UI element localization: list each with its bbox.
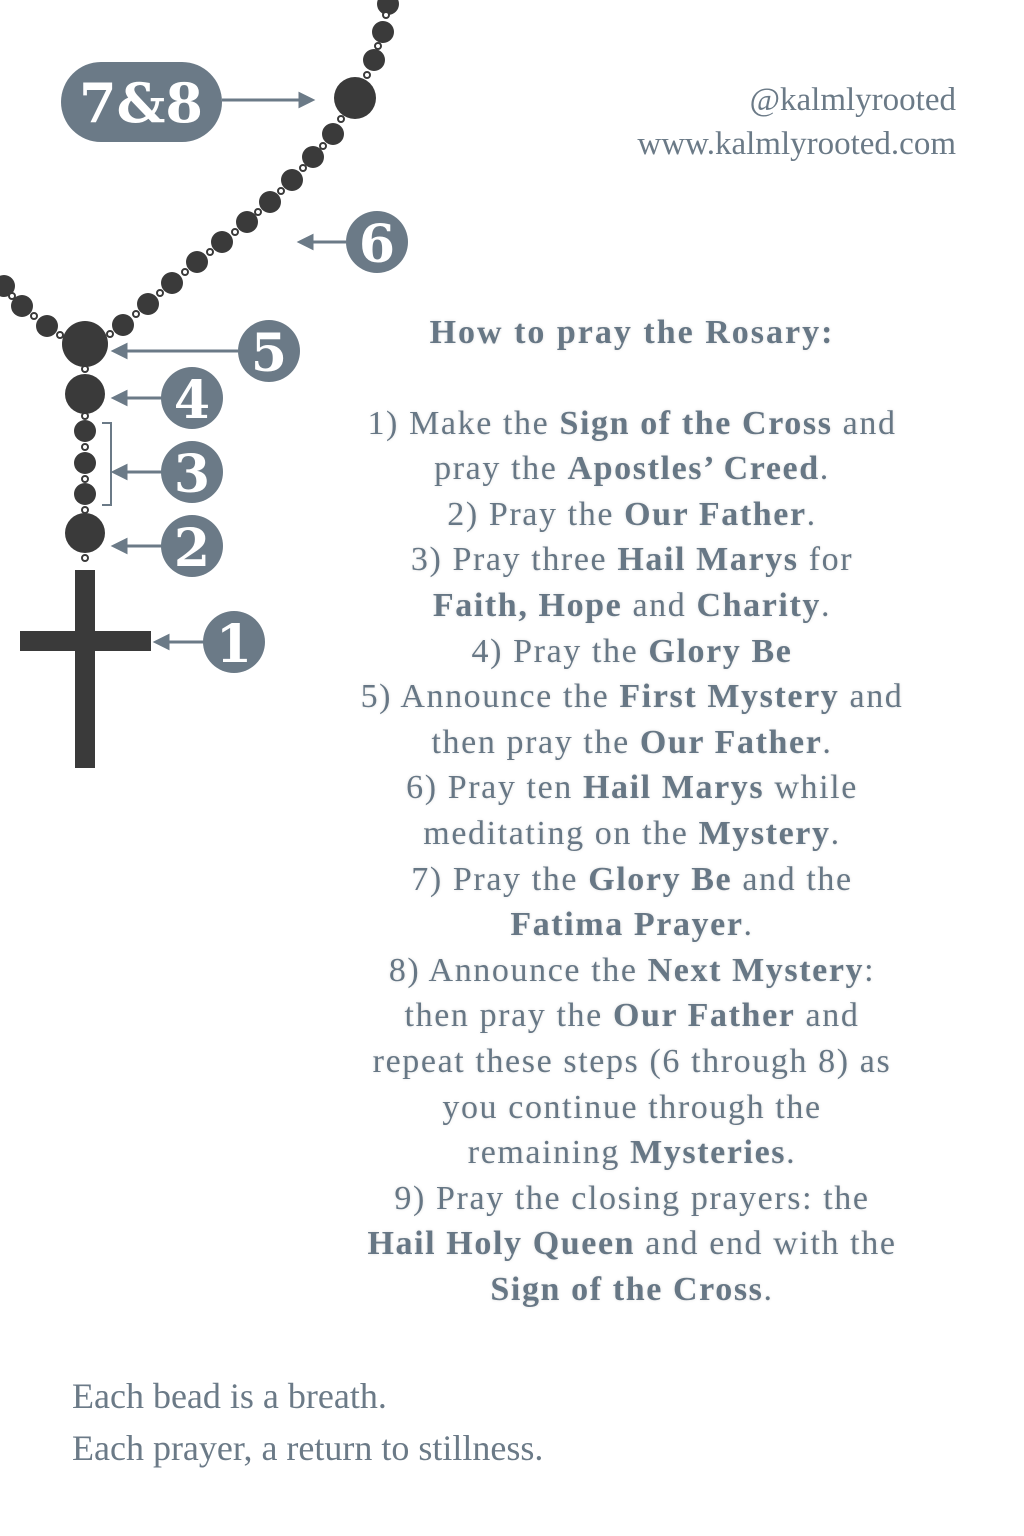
instruction-line: repeat these steps (6 through 8) as xyxy=(372,1042,892,1080)
emphasis-text: Mystery xyxy=(698,814,831,852)
emphasis-text: Sign of the Cross xyxy=(559,404,833,442)
website-link[interactable]: www.kalmlyrooted.com xyxy=(637,126,956,162)
badge-6 xyxy=(346,211,408,275)
bead-2 xyxy=(65,513,105,553)
instruction-line: meditating on the Mystery. xyxy=(423,814,841,852)
instruction-line: Sign of the Cross. xyxy=(490,1270,774,1308)
tagline xyxy=(72,1370,543,1474)
svg-text:6: 6 xyxy=(358,214,396,275)
instruction-lines xyxy=(318,401,946,1313)
emphasis-text: Next Mystery xyxy=(647,951,865,989)
instruction-line: 8) Announce the Next Mystery: xyxy=(388,951,876,989)
arrows xyxy=(102,94,346,648)
svg-text:1: 1 xyxy=(215,614,253,675)
instruction-line: 1) Make the Sign of the Cross and xyxy=(367,404,897,442)
centerpiece-bead xyxy=(62,321,108,367)
emphasis-text: Our Father xyxy=(624,495,807,533)
crucifix-vertical xyxy=(75,570,95,768)
badge-2 xyxy=(161,515,223,579)
contact-info xyxy=(637,78,956,166)
rosary-instructions xyxy=(318,310,946,1312)
emphasis-text: Hail Holy Queen xyxy=(367,1225,636,1263)
emphasis-text: Glory Be xyxy=(588,860,733,898)
instruction-line: 9) Pray the closing prayers: the xyxy=(394,1179,870,1217)
bead-4 xyxy=(65,374,105,414)
instruction-line: remaining Mysteries. xyxy=(467,1134,797,1172)
instruction-line: 6) Pray ten Hail Marys while xyxy=(406,769,858,807)
instruction-line: Faith, Hope and Charity. xyxy=(432,586,832,624)
instructions-title: How to pray the Rosary: xyxy=(429,314,835,351)
emphasis-text: Apostles’ Creed xyxy=(567,450,820,488)
social-handle: @kalmlyrooted xyxy=(749,82,956,118)
svg-text:7&8: 7&8 xyxy=(79,71,203,135)
emphasis-text: Our Father xyxy=(639,723,823,761)
emphasis-text: Our Father xyxy=(612,997,796,1035)
instruction-line: 4) Pray the Glory Be xyxy=(471,632,793,670)
emphasis-text: Mysteries xyxy=(630,1134,787,1172)
emphasis-text: First Mystery xyxy=(619,678,840,716)
badge-5 xyxy=(238,320,300,384)
instruction-line: Hail Holy Queen and end with the xyxy=(367,1225,897,1263)
instruction-line: then pray the Our Father. xyxy=(431,723,833,761)
instruction-line: then pray the Our Father and xyxy=(404,997,860,1035)
instruction-line: pray the Apostles’ Creed. xyxy=(434,450,830,488)
badge-4 xyxy=(161,367,223,431)
badge-7-8 xyxy=(61,62,222,142)
svg-text:5: 5 xyxy=(250,323,288,384)
badge-1 xyxy=(203,611,265,675)
badge-3 xyxy=(161,441,223,505)
emphasis-text: Fatima Prayer xyxy=(510,906,744,944)
svg-text:4: 4 xyxy=(173,370,211,431)
emphasis-text: Glory Be xyxy=(648,632,793,670)
emphasis-text: Sign of the Cross xyxy=(490,1270,764,1308)
instruction-line: you continue through the xyxy=(442,1088,822,1126)
emphasis-text: Hail Marys xyxy=(617,541,799,579)
emphasis-text: Charity xyxy=(696,586,821,624)
tagline-line-1: Each bead is a breath. xyxy=(72,1376,387,1416)
bead-7-8 xyxy=(334,77,376,119)
instruction-line: 5) Announce the First Mystery and xyxy=(360,678,904,716)
crucifix-horizontal xyxy=(20,631,151,651)
emphasis-text: Faith, Hope xyxy=(432,586,623,624)
emphasis-text: Hail Marys xyxy=(582,769,765,807)
instruction-line: Fatima Prayer. xyxy=(510,906,754,944)
svg-text:3: 3 xyxy=(173,444,211,505)
instruction-line: 7) Pray the Glory Be and the xyxy=(411,860,853,898)
svg-text:2: 2 xyxy=(173,518,211,579)
instruction-line: 3) Pray three Hail Marys for xyxy=(410,541,854,579)
tagline-line-2: Each prayer, a return to stillness. xyxy=(72,1428,544,1468)
instruction-line: 2) Pray the Our Father. xyxy=(447,495,817,533)
